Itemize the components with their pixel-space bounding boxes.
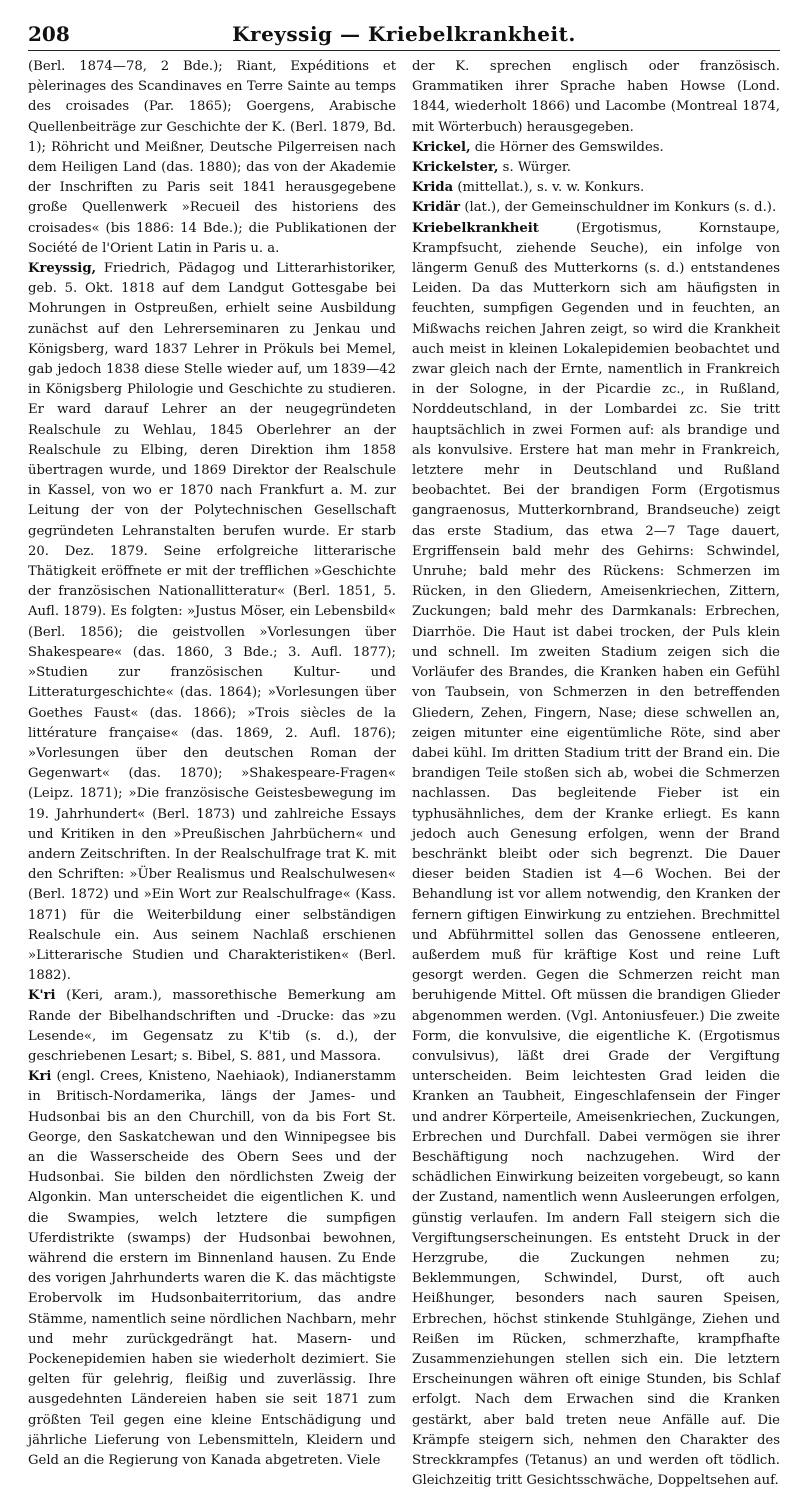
entry-headword: Kri (28, 1069, 52, 1085)
entry-text: (Keri, aram.), massorethische Bemerkung am Rande der Bibelhandschriften und -Drucke: das »zu Lesende«, im Gegensatz zu K'tib (s. d.), der geschriebenen Lesart; s. Bibel, S. 881, und Massora. (28, 988, 396, 1064)
dictionary-page (28, 20, 780, 1489)
entry-headword: Krida (412, 180, 454, 196)
entry-continuation (412, 57, 780, 138)
entry-headword: Krickelster, (412, 160, 499, 176)
entry-text: (mittellat.), s. v. w. Konkurs. (453, 180, 645, 196)
entry-text: (Ergotismus, Kornstaupe, Krampfsucht, ziehende Seuche), ein infolge von längerm Genuß des Mutterkorns (s. d.) entstandenes Leiden. Da das Mutterkorn sich am häufigsten in feuchten, sumpfigen Gegenden und in feuchten, an Mißwachs reichen Jahren zeigt, so wird die Krankheit auch meist in kleinen Lokalepidemien beobachtet und zwar gleich nach der Ernte, namentlich in Frankreich in der Sologne, in der Picardie zc., in Rußland, Norddeutschland, in der Lombardei zc. Sie tritt hauptsächlich in zwei Formen auf: als brandige und als konvulsive. Erstere hat man mehr in Frankreich, letztere mehr in Deutschland und Rußland beobachtet. Bei der brandigen Form (Ergotismus gangraenosus, Mutterkornbrand, Brandseuche) zeigt das erste Stadium, das etwa 2—7 Tage dauert, Ergriffensein bald mehr des Gehirns: Schwindel, Unruhe; bald mehr des Rückens: Schmerzen im Rücken, in den Gliedern, Ameisenkriechen, Zittern, Zuckungen; bald mehr des Darmkanals: Erbrechen, Diarrhöe. Die Haut ist dabei trocken, der Puls klein und schnell. Im zweiten Stadium zeigen sich die Vorläufer des Brandes, die Kranken haben ein Gefühl von Taubsein, von Schmerzen in den betreffenden Gliedern, Zehen, Fingern, Nase; diese schwellen an, zeigen mitunter eine eigentümliche Röte, sind aber dabei kühl. Im dritten Stadium tritt der Brand ein. Die brandigen Teile stoßen sich ab, wobei die Schmerzen nachlassen. Das begleitende Fieber ist ein typhusähnliches, dem der Kranke erliegt. Es kann jedoch auch Genesung erfolgen, wenn der Brand beschränkt bleibt oder sich begrenzt. Die Dauer dieser beiden Stadien ist 4—6 Wochen. Bei der Behandlung ist vor allem notwendig, den Kranken der fernern giftigen Einwirkung zu entziehen. Brechmittel und Abführmittel sollen das Genossene entleeren, außerdem muß für kräftige Kost und reine Luft gesorgt werden. Gegen die Schmerzen reicht man beruhigende Mittel. Oft müssen die brandigen Glieder abgenommen werden. (Vgl. Antoniusfeuer.) Die zweite Form, die konvulsive, die eigentliche K. (Ergotismus convulsivus), läßt drei Grade der Vergiftung unterscheiden. Beim leichtesten Grad leiden die Kranken an Taubheit, Eingeschlafensein der Finger und andrer Körperteile, Ameisenkriechen, Zuckungen, Erbrechen und Durchfall. Dabei vermögen sie ihrer Beschäftigung noch nachzugehen. Wird der schädlichen Einwirkung beizeiten vorgebeugt, so kann der Zustand, namentlich wenn Ausleerungen erfolgen, günstig verlaufen. Im andern Fall steigern sich die Vergiftungserscheinungen. Es entsteht Druck in der Herzgrube, die Zuckungen nehmen zu; Beklemmungen, Schwindel, Durst, oft auch Heißhunger, besonders nach sauren Speisen, Erbrechen, höchst stinkende Stuhlgänge, Ziehen und Reißen im Rücken, schmerzhafte, krampfhafte Zusammenziehungen stellen sich ein. Die letztern Erscheinungen währen oft einige Stunden, bis Schlaf erfolgt. Nach dem Erwachen sind die Kranken gestärkt, aber bald treten neue Anfälle auf. Die Krämpfe steigern sich, nehmen den Charakter des Streckkrampfes (Tetanus) an und werden oft tödlich. Gleichzeitig tritt Gesichtsschwäche, Doppeltsehen auf. (412, 220, 780, 1489)
entry-continuation (28, 57, 396, 259)
entry-kri-crees (28, 1067, 396, 1471)
page-number: 208 (28, 22, 70, 46)
left-column (28, 57, 396, 1491)
entry-headword: Krickel, (412, 139, 471, 155)
page-header (28, 20, 780, 51)
entry-kri-aram (28, 986, 396, 1067)
entry-krickel (412, 138, 780, 158)
entry-text: (Berl. 1874—78, 2 Bde.); Riant, Expéditions et pèlerinages des Scandinaves en Terre Sainte au temps des croisades (Par. 1865); Goergens, Arabische Quellenbeiträge zur Geschichte der K. (Berl. 1879, Bd. 1); Röhricht und Meißner, Deutsche Pilgerreisen nach dem Heiligen Land (das. 1880); das von der Akademie der Inschriften zu Paris seit 1841 herausgegebene große Quellenwerk »Recueil des historiens des croisades« (bis 1886: 14 Bde.); die Publikationen der Société de l'Orient Latin in Paris u. a. (28, 59, 396, 256)
entry-headword: Kriebelkrankheit (412, 220, 539, 236)
entry-headword: Kreyssig, (28, 261, 97, 277)
entry-kreyssig (28, 259, 396, 986)
right-column (412, 57, 780, 1491)
entry-text: der K. sprechen englisch oder französisch. Grammatiken ihrer Sprache haben Howse (Lond. 1844, wiederholt 1866) und Lacombe (Montreal 1874, mit Wörterbuch) herausgegeben. (412, 59, 780, 135)
entry-text: s. Würger. (498, 160, 571, 176)
entry-krickelster (412, 158, 780, 178)
entry-headword: Kridär (412, 200, 461, 216)
entry-text: (engl. Crees, Knisteno, Naehiaok), Indianerstamm in Britisch-Nordamerika, längs der James- und Hudsonbai bis an den Churchill, von da bis Fort St. George, den Saskatchewan und den Winnipegsee bis an die Wasserscheide des Obern Sees und der Hudsonbai. Sie bilden den nördlichsten Zweig der Algonkin. Man unterscheidet die eigentlichen K. und die Swampies, welch letztere die sumpfigen Uferdistrikte (swamps) der Hudsonbai bewohnen, während die erstern im Binnenland hausen. Zu Ende des vorigen Jahrhunderts waren die K. das mächtigste Erobervolk im Hudsonbaiterritorium, das andre Stämme, namentlich seine nördlichen Nachbarn, mehr und mehr zurückgedrängt hat. Masern- und Pockenepidemien haben sie wiederholt dezimiert. Sie gelten für gelehrig, fleißig und zuverlässig. Ihre ausgedehnten Ländereien haben sie seit 1871 zum größten Teil gegen eine kleine Entschädigung und jährliche Lieferung von Lebensmitteln, Kleidern und Geld an die Regierung von Kanada abgetreten. Viele (28, 1069, 396, 1469)
entry-text: Friedrich, Pädagog und Litterarhistoriker, geb. 5. Okt. 1818 auf dem Landgut Gottesgabe bei Mohrungen in Ostpreußen, erhielt seine Ausbildung zunächst auf den Lehrerseminaren zu Jenkau und Königsberg, ward 1837 Lehrer in Prökuls bei Memel, gab jedoch 1838 diese Stelle wieder auf, um 1839—42 in Königsberg Philologie und Geschichte zu studieren. Er ward darauf Lehrer an der neugegründeten Realschule zu Wehlau, 1845 Oberlehrer an der Realschule zu Elbing, deren Direktion ihm 1858 übertragen wurde, und 1869 Direktor der Realschule in Kassel, von wo er 1870 nach Frankfurt a. M. zur Leitung der von der Polytechnischen Gesellschaft gegründeten Lehranstalten berufen wurde. Er starb 20. Dez. 1879. Seine erfolgreiche litterarische Thätigkeit eröffnete er mit der trefflichen »Geschichte der französischen Nationallitteratur« (Berl. 1851, 5. Aufl. 1879). Es folgten: »Justus Möser, ein Lebensbild« (Berl. 1856); die geistvollen »Vorlesungen über Shakespeare« (das. 1860, 3 Bde.; 3. Aufl. 1877); »Studien zur französischen Kultur- und Litteraturgeschichte« (das. 1864); »Vorlesungen über Goethes Faust« (das. 1866); »Trois siècles de la littérature française« (das. 1869, 2. Aufl. 1876); »Vorlesungen über den deutschen Roman der Gegenwart« (das. 1870); »Shakespeare-Fragen« (Leipz. 1871); »Die französische Geistesbewegung im 19. Jahrhundert« (Berl. 1873) und zahlreiche Essays und Kritiken in den »Preußischen Jahrbüchern« und andern Zeitschriften. In der Realschulfrage trat K. mit den Schriften: »Über Realismus und Realschulwesen« (Berl. 1872) und »Ein Wort zur Realschulfrage« (Kass. 1871) für die Weiterbildung einer selbständigen Realschule ein. Aus seinem Nachlaß erschienen »Litterarische Studien und Charakteristiken« (Berl. 1882). (28, 261, 396, 984)
entry-kridaer (412, 198, 780, 218)
entry-text: (lat.), der Gemeinschuldner im Konkurs (s. d.). (460, 200, 777, 216)
running-title: Kreyssig — Kriebelkrankheit. (232, 22, 576, 46)
entry-text: die Hörner des Gemswildes. (470, 139, 664, 155)
text-columns (28, 57, 780, 1491)
entry-headword: K'ri (28, 988, 56, 1004)
entry-krida (412, 178, 780, 198)
entry-kriebelkrankheit (412, 219, 780, 1491)
